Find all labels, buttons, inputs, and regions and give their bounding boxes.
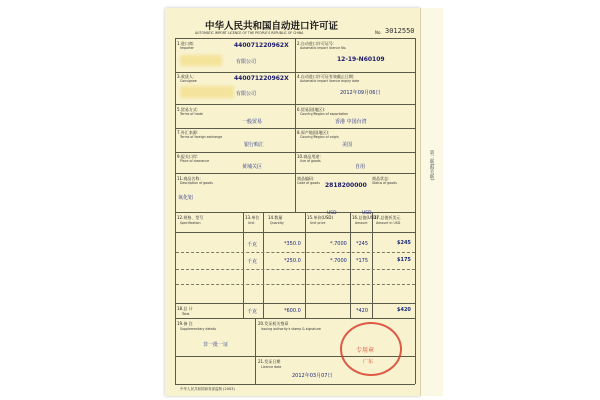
licence-side-strip bbox=[420, 8, 443, 396]
col-header-quantity: 14.数量 bbox=[268, 215, 283, 220]
clearance-place-value: 黄埔关区 bbox=[242, 164, 263, 170]
expiry-date-label: 4.自动进口许可证有效截止日期： bbox=[297, 74, 357, 79]
row-line bbox=[175, 128, 415, 129]
col-header-spec-en: Specification bbox=[180, 221, 201, 225]
row-line bbox=[175, 104, 415, 105]
row-separator bbox=[176, 269, 415, 270]
licence-date-value: 2012年03月07日 bbox=[292, 373, 333, 379]
licence-number-label: 2.自动进口许可证号： bbox=[297, 41, 337, 46]
row-amount: *245 bbox=[356, 241, 369, 247]
row-quantity: *250.0 bbox=[284, 258, 301, 264]
remarks-label: 19.备 注 bbox=[177, 321, 193, 326]
trade-terms-sublabel: Terms of trade bbox=[180, 112, 203, 116]
col-header-amount: 16.总值(USD) bbox=[352, 215, 379, 220]
row-line bbox=[175, 152, 415, 153]
licence-number-sublabel: Automatic import licence No. bbox=[300, 46, 347, 50]
total-unit: 千克 bbox=[247, 309, 258, 315]
licence-no-label: No. bbox=[375, 30, 382, 35]
export-country-sublabel: Country/Region of exportation bbox=[300, 112, 349, 116]
total-amount: *420 bbox=[356, 308, 369, 314]
importer-label: 1.进口商： bbox=[177, 41, 197, 46]
issuing-authority-sublabel: Issuing authority's stamp & signature bbox=[261, 327, 321, 331]
goods-status-label: 商品状态： bbox=[372, 176, 392, 181]
currency-mark: USD bbox=[327, 211, 337, 216]
remarks-sublabel: Supplementary details bbox=[180, 327, 217, 331]
row-separator bbox=[176, 252, 415, 253]
col-header-amount-en: Amount bbox=[355, 221, 368, 225]
col-header-spec: 12.规格、型号 bbox=[177, 215, 204, 220]
table-col-line bbox=[263, 212, 264, 318]
col-header-unit-price: 15.单价(USD) bbox=[307, 215, 334, 220]
consignee-label: 3.收货人： bbox=[177, 74, 197, 79]
goods-use-value: 自用 bbox=[355, 164, 366, 170]
col-header-unit-en: Unit bbox=[248, 221, 255, 225]
issuing-authority-label: 20.发证机关签章 bbox=[258, 321, 289, 326]
importer-company: 有限公司 bbox=[236, 59, 257, 65]
frame-right bbox=[415, 38, 416, 384]
table-col-line bbox=[243, 212, 244, 318]
col-header-unit: 13.单位 bbox=[245, 215, 260, 220]
redaction-mark bbox=[180, 86, 234, 98]
goods-code-sublabel: Code of goods bbox=[297, 181, 320, 185]
row-unit-price: *.7000 bbox=[330, 241, 347, 247]
expiry-date-value: 2012年09月06日 bbox=[340, 90, 381, 96]
goods-description-sublabel: Description of goods bbox=[180, 181, 213, 185]
licence-date-label: 21.发证日期 bbox=[258, 359, 281, 364]
bottom-note: 中华人民共和国商务部监制 (2003) bbox=[180, 387, 235, 391]
redaction-mark bbox=[180, 55, 222, 66]
total-label: 18.总 计 bbox=[177, 306, 193, 311]
consignee-company: 有限公司 bbox=[236, 91, 257, 97]
goods-status-sublabel: Status of goods bbox=[372, 181, 397, 185]
copy-indicator: 第二联(海关联) bbox=[429, 150, 434, 181]
col-header-unit-price-en: Unit price bbox=[310, 221, 326, 225]
document-subtitle: AUTOMATIC IMPORT LICENCE OF THE PEOPLE'S REPUBLIC OF CHINA bbox=[195, 31, 304, 35]
col-header-quantity-en: Quantity bbox=[270, 221, 284, 225]
row-quantity: *350.0 bbox=[284, 241, 301, 247]
row-line bbox=[175, 212, 415, 213]
licence-number-value: 12-19-N60109 bbox=[337, 56, 385, 63]
table-col-line bbox=[305, 212, 306, 318]
row-line bbox=[175, 173, 415, 174]
row-amount-usd: $175 bbox=[397, 257, 411, 263]
frame-bottom bbox=[175, 384, 415, 385]
table-col-line bbox=[350, 212, 351, 318]
row-line bbox=[175, 303, 415, 304]
licence-date-sublabel: Licence date bbox=[261, 365, 282, 369]
col-header-amount-usd-en: Amount in USD bbox=[376, 221, 401, 225]
row-separator bbox=[176, 284, 415, 285]
footer-col-line bbox=[255, 318, 256, 384]
table-col-line bbox=[372, 212, 373, 318]
col-header-amount-usd: 17.总值折美元 bbox=[374, 215, 401, 220]
goods-description-label: 11.商品名称： bbox=[177, 176, 204, 181]
column-divider bbox=[295, 38, 296, 212]
currency-mark: USD bbox=[362, 211, 372, 216]
importer-code: 440071220962X bbox=[234, 42, 289, 49]
foreign-exchange-value: 银行购汇 bbox=[244, 142, 265, 148]
row-line bbox=[175, 318, 415, 319]
export-country-label: 6.贸易国(地区)： bbox=[297, 107, 328, 112]
goods-code-label: 商品编码： bbox=[297, 176, 317, 181]
consignee-code: 440071220962X bbox=[234, 75, 289, 82]
row-amount: *175 bbox=[356, 258, 369, 264]
frame-left bbox=[175, 38, 176, 384]
goods-use-label: 10.商品用途： bbox=[297, 154, 324, 159]
row-unit-price: *.7000 bbox=[330, 258, 347, 264]
consignee-sublabel: Consignee bbox=[180, 79, 197, 83]
goods-code-value: 2818200000 bbox=[325, 182, 367, 189]
goods-description-value: 氧化铝 bbox=[178, 195, 194, 201]
total-sublabel: Total bbox=[182, 312, 190, 316]
seal-region: 广东 bbox=[363, 359, 374, 365]
row-line bbox=[175, 72, 415, 73]
remarks-value: 非一批一证 bbox=[203, 342, 229, 348]
origin-country-sublabel: Country/Region of origin bbox=[300, 135, 339, 139]
goods-use-sublabel: Use of goods bbox=[300, 159, 321, 163]
seal-text: 专用章 bbox=[356, 347, 375, 354]
total-amount-usd: $420 bbox=[397, 307, 411, 313]
foreign-exchange-label: 7.外汇来源： bbox=[177, 130, 201, 135]
row-line bbox=[175, 232, 415, 233]
clearance-place-sublabel: Place of clearance bbox=[180, 159, 210, 163]
expiry-date-sublabel: Automatic import licence expiry date bbox=[300, 79, 360, 83]
clearance-place-label: 9.报关口岸： bbox=[177, 154, 201, 159]
export-country-value: 香港 中国台湾 bbox=[335, 119, 367, 125]
row-unit: 千克 bbox=[247, 242, 258, 248]
origin-country-value: 美国 bbox=[342, 142, 353, 148]
trade-terms-label: 5.贸易方式： bbox=[177, 107, 201, 112]
importer-sublabel: Importer bbox=[180, 46, 194, 50]
trade-terms-value: 一般贸易 bbox=[242, 119, 263, 125]
licence-no-value: 3012550 bbox=[385, 27, 415, 35]
row-amount-usd: $245 bbox=[397, 240, 411, 246]
document-title: 中华人民共和国自动进口许可证 bbox=[205, 21, 339, 32]
origin-country-label: 8.原产地国(地区)： bbox=[297, 130, 332, 135]
foreign-exchange-sublabel: Terms of foreign exchange bbox=[180, 135, 223, 139]
row-unit: 千克 bbox=[247, 259, 258, 265]
total-quantity: *600.0 bbox=[284, 308, 301, 314]
